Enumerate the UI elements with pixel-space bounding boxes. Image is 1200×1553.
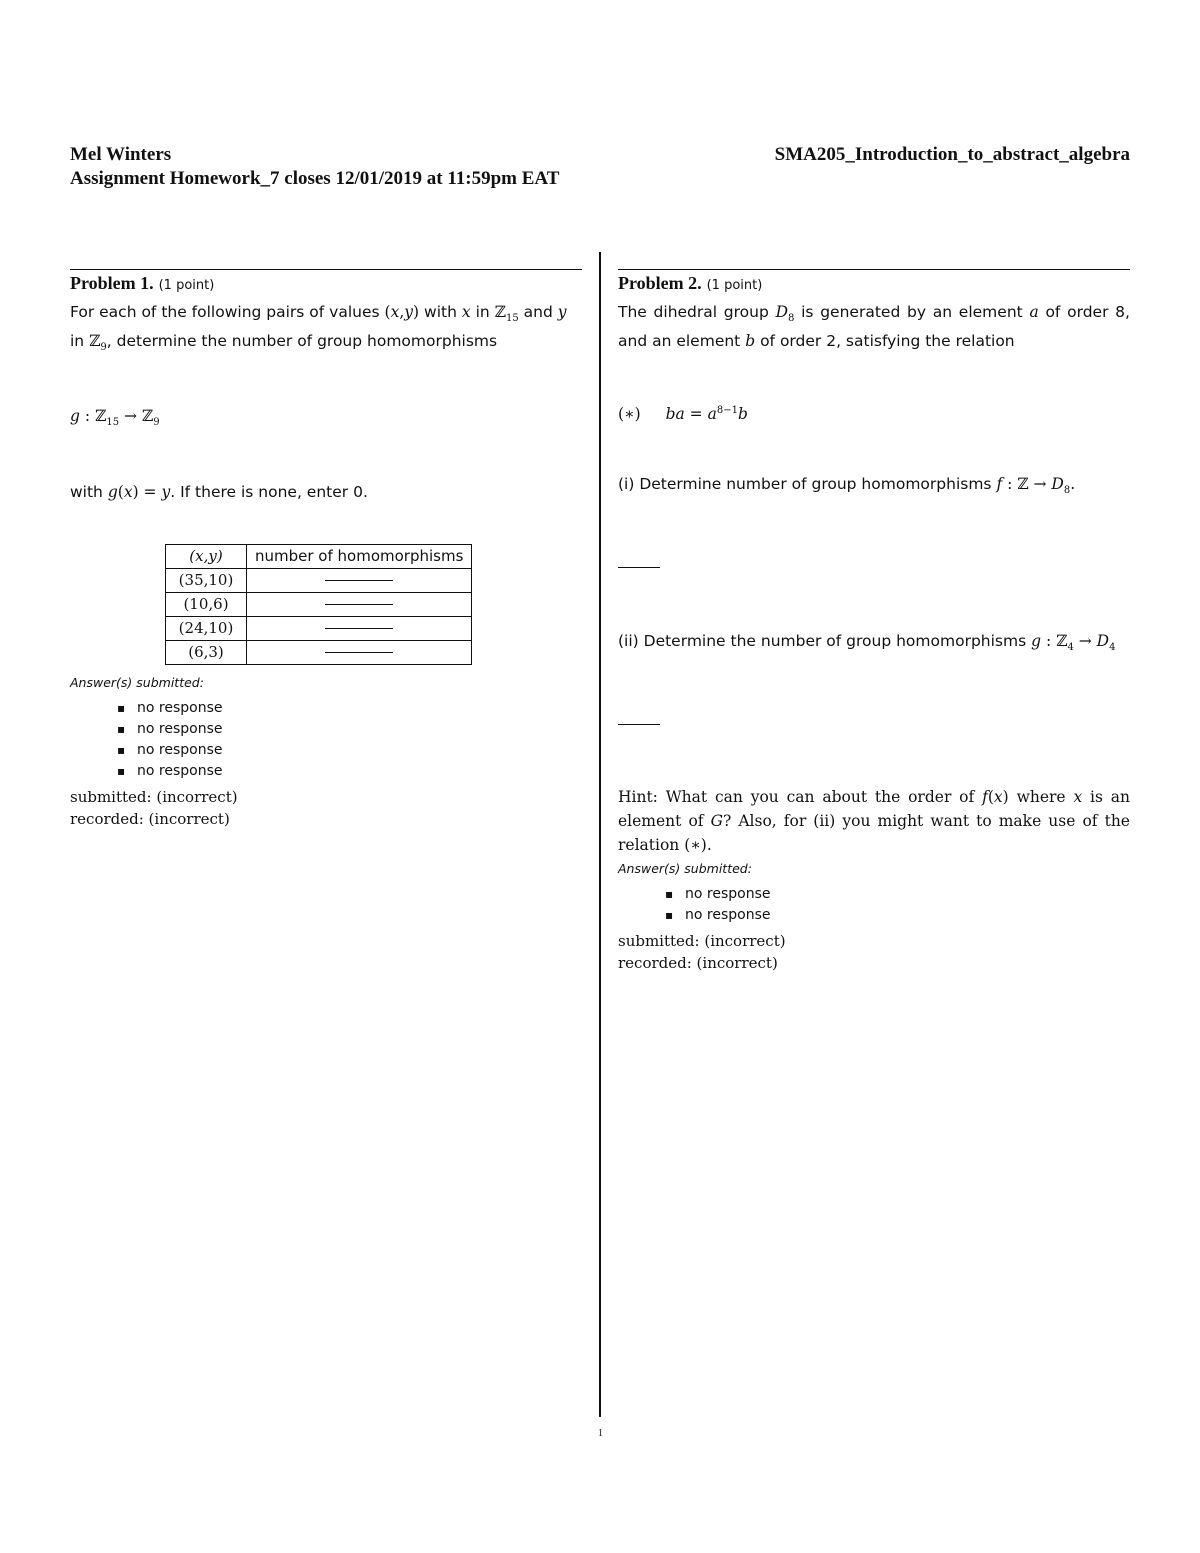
problem1-points: (1 point) bbox=[158, 278, 215, 293]
column-divider bbox=[599, 252, 601, 1417]
problem2-title: Problem 2. bbox=[618, 273, 702, 293]
list-item: ▪ no response bbox=[665, 905, 1130, 926]
answers-list bbox=[117, 698, 582, 782]
recorded-status: recorded: (incorrect) bbox=[70, 810, 230, 829]
problem2-part-ii: (ii) Determine the number of group homomorphisms g : ℤ$_4$ → $D_4$ bbox=[618, 632, 1116, 654]
page-number: 1 bbox=[598, 1428, 603, 1439]
student-name: Mel Winters bbox=[70, 144, 172, 165]
problem2-rule bbox=[618, 269, 1130, 270]
problem1-map: g : ℤ$_{15}$ → ℤ$_9$ bbox=[70, 407, 160, 429]
table-row: (24,10) bbox=[166, 617, 472, 641]
problem2-points: (1 point) bbox=[706, 278, 763, 293]
homomorphism-table bbox=[165, 544, 472, 665]
recorded-status: recorded: (incorrect) bbox=[618, 954, 778, 973]
table-row: (6,3) bbox=[166, 641, 472, 665]
submitted-status: submitted: (incorrect) bbox=[618, 932, 786, 951]
answer-blank-i[interactable] bbox=[618, 566, 660, 568]
table-header-count: number of homomorphisms bbox=[247, 545, 472, 569]
list-item: ▪ no response bbox=[665, 884, 1130, 905]
table-header-xy: (x,y) bbox=[166, 545, 247, 569]
answers-label: Answer(s) submitted: bbox=[70, 675, 204, 691]
answer-blank-ii[interactable] bbox=[618, 723, 660, 725]
answer-blank[interactable] bbox=[325, 580, 393, 581]
table-row: (10,6) bbox=[166, 593, 472, 617]
table-row: (35,10) bbox=[166, 569, 472, 593]
problem1-rule bbox=[70, 269, 582, 270]
problem2-part-i: (i) Determine number of group homomorphisms f : ℤ → $D_8$. bbox=[618, 475, 1076, 497]
list-item: ▪ no response bbox=[117, 698, 582, 719]
course-name: SMA205_Introduction_to_abstract_algebra bbox=[774, 144, 1130, 165]
answers-list bbox=[665, 884, 1130, 926]
problem2-intro: The dihedral group $D_8$ is generated by an element a of order 8, and an element b of order 2, satisfying the relation bbox=[618, 303, 1130, 351]
assignment-title: Assignment Homework_7 closes 12/01/2019 at 11:59pm EAT bbox=[70, 168, 560, 189]
problem1-condition: with g(x) = y. If there is none, enter 0. bbox=[70, 483, 368, 502]
list-item: ▪ no response bbox=[117, 761, 582, 782]
answer-blank[interactable] bbox=[325, 604, 393, 605]
problem2-relation: (∗) ba = $a^{8-1}b$ bbox=[618, 405, 748, 424]
answers-label: Answer(s) submitted: bbox=[618, 861, 752, 877]
list-item: ▪ no response bbox=[117, 719, 582, 740]
problem2 bbox=[618, 272, 1130, 974]
problem1-title: Problem 1. bbox=[70, 273, 154, 293]
problem1-intro: For each of the following pairs of values (x,y) with x in ℤ$_{15}$ and y in ℤ$_9$, determine the number of group homomorphisms bbox=[70, 303, 567, 354]
problem1 bbox=[70, 272, 582, 830]
submitted-status: submitted: (incorrect) bbox=[70, 788, 238, 807]
answer-blank[interactable] bbox=[325, 628, 393, 629]
problem2-hint: Hint: What can you can about the order of f(x) where x is an element of G? Also, for (ii) you might want to make use of the relation (∗). bbox=[618, 788, 1131, 855]
answer-blank[interactable] bbox=[325, 652, 393, 653]
list-item: ▪ no response bbox=[117, 740, 582, 761]
